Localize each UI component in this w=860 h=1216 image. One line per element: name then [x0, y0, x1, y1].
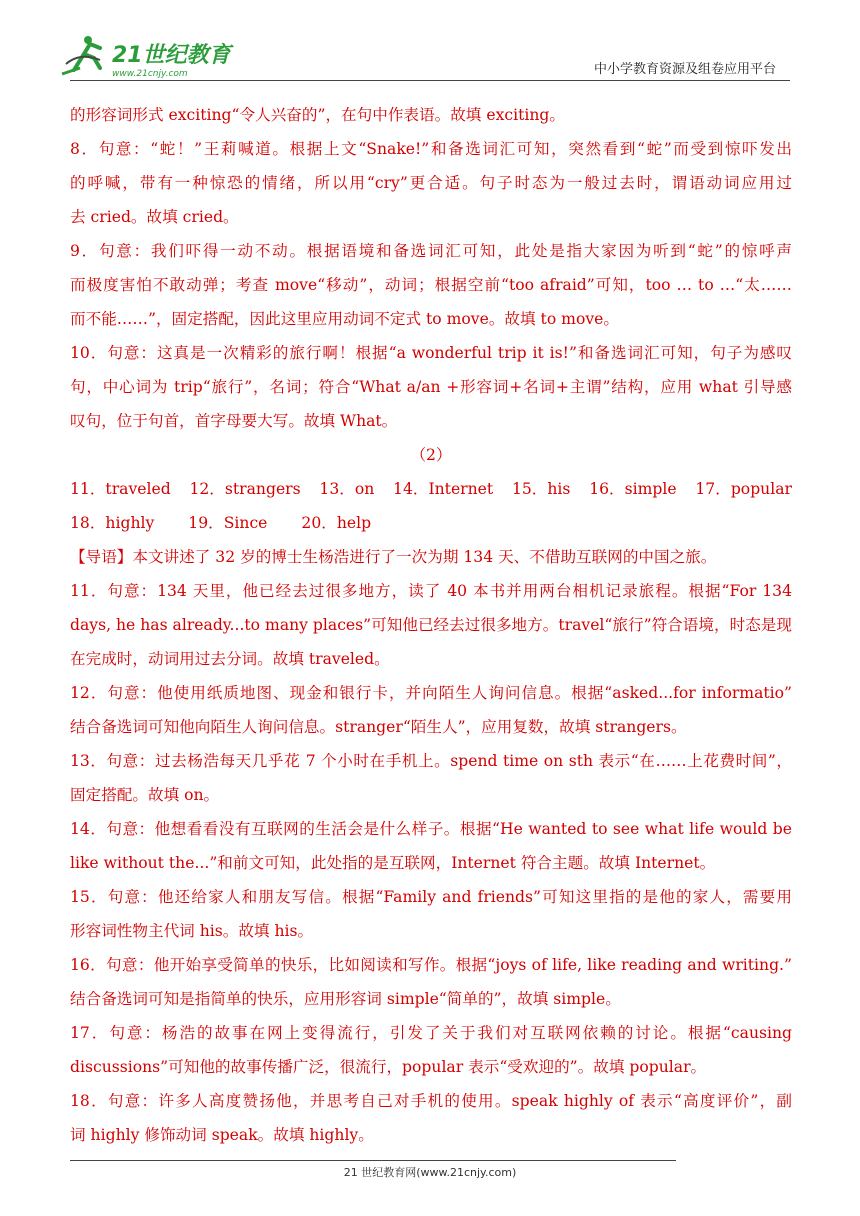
text-line: 的形容词形式 exciting“令人兴奋的”，在句中作表语。故填 exciting。	[70, 106, 565, 124]
text-line: 9．句意：我们吓得一动不动。根据语境和备选词汇可知，此处是指大家因为听到“蛇”的惊呼声	[70, 242, 792, 260]
document-body	[70, 98, 792, 1152]
text-line: discussions”可知他的故事传播广泛，很流行，popular 表示“受欢迎的”。故填 popular。	[70, 1058, 707, 1076]
text-line: 17．句意：杨浩的故事在网上变得流行，引发了关于我们对互联网依赖的讨论。根据“causing	[70, 1024, 792, 1042]
text-line: 结合备选词可知是指简单的快乐，应用形容词 simple“简单的”，故填 simple。	[70, 990, 621, 1008]
svg-text:www.21cnjy.com: www.21cnjy.com	[112, 69, 188, 79]
text-line: like without the...”和前文可知，此处指的是互联网，Internet 符合主题。故填 Internet。	[70, 854, 716, 872]
text-line: 【导语】本文讲述了 32 岁的博士生杨浩进行了一次为期 134 天、不借助互联网的中国之旅。	[70, 548, 717, 566]
text-line: 13．句意：过去杨浩每天几乎花 7 个小时在手机上。spend time on sth 表示“在……上花费时间”，	[70, 752, 792, 770]
platform-title: 中小学教育资源及组卷应用平台	[593, 62, 776, 77]
text-line: 固定搭配。故填 on。	[70, 786, 220, 804]
text-line: 14．句意：他想看看没有互联网的生活会是什么样子。根据“He wanted to see what life would be	[70, 820, 792, 838]
answer-item: 17．popular	[695, 480, 792, 498]
answer-row	[70, 506, 792, 540]
page-header	[0, 0, 860, 90]
text-line: 11．句意：134 天里，他已经去过很多地方，读了 40 本书并用两台相机记录旅程。根据“For 134	[70, 582, 792, 600]
text-line: 15．句意：他还给家人和朋友写信。根据“Family and friends”可知这里指的是他的家人，需要用	[70, 888, 792, 906]
logo	[60, 34, 235, 82]
runner-icon	[62, 36, 100, 74]
text-line: 而不能……”，固定搭配，因此这里应用动词不定式 to move。故填 to move。	[70, 310, 619, 328]
answer-item: 16．simple	[589, 480, 677, 498]
text-line: 18．句意：许多人高度赞扬他，并思考自己对手机的使用。speak highly of 表示“高度评价”，副	[70, 1092, 792, 1110]
answer-item: 14．Internet	[393, 480, 494, 498]
text-line: 叹句，位于句首，首字母要大写。故填 What。	[70, 412, 398, 430]
answer-item: 13．on	[319, 480, 375, 498]
text-line: 词 highly 修饰动词 speak。故填 highly。	[70, 1126, 374, 1144]
answer-item: 18．highly	[70, 514, 155, 532]
text-line: 16．句意：他开始享受简单的快乐，比如阅读和写作。根据“joys of life, like reading and writing.”	[70, 956, 792, 974]
text-line: 10．句意：这真是一次精彩的旅行啊！根据“a wonderful trip it is!”和备选词汇可知，句子为感叹	[70, 344, 792, 362]
answer-item: 19．Since	[188, 514, 268, 532]
answer-item: 12．strangers	[189, 480, 301, 498]
text-line: 形容词性物主代词 his。故填 his。	[70, 922, 314, 940]
text-line: 8．句意：“蛇！”王莉喊道。根据上文“Snake!”和备选词汇可知，突然看到“蛇”而受到惊吓发出	[70, 140, 792, 158]
text-line: 在完成时，动词用过去分词。故填 traveled。	[70, 650, 390, 668]
answer-row	[70, 472, 792, 506]
header-divider	[70, 80, 790, 81]
text-line: 而极度害怕不敢动弹；考查 move“移动”，动词；根据空前“too afraid”可知，too … to …“太……	[70, 276, 792, 294]
answer-item: 11．traveled	[70, 480, 171, 498]
text-line: 结合备选词可知他向陌生人询问信息。stranger“陌生人”，应用复数，故填 strangers。	[70, 718, 687, 736]
text-line: 去 cried。故填 cried。	[70, 208, 239, 226]
text-line: 的呼喊，带有一种惊恐的情绪，所以用“cry”更合适。句子时态为一般过去时，谓语动词应用过	[70, 174, 792, 192]
text-line: 句，中心词为 trip“旅行”，名词；符合“What a/an +形容词+名词+主谓”结构，应用 what 引导感	[70, 378, 792, 396]
footer-text: 21 世纪教育网(www.21cnjy.com)	[343, 1166, 517, 1179]
footer-divider	[70, 1160, 676, 1161]
text-line: 12．句意：他使用纸质地图、现金和银行卡，并向陌生人询问信息。根据“asked...for informatio”	[70, 684, 792, 702]
section-label: （2）	[410, 446, 452, 464]
svg-text:21世纪教育: 21世纪教育	[112, 43, 231, 68]
text-line: days, he has already...to many places”可知他已经去过很多地方。travel“旅行”符合语境，时态是现	[70, 616, 792, 634]
answer-item: 20．help	[301, 514, 372, 532]
answer-item: 15．his	[511, 480, 571, 498]
